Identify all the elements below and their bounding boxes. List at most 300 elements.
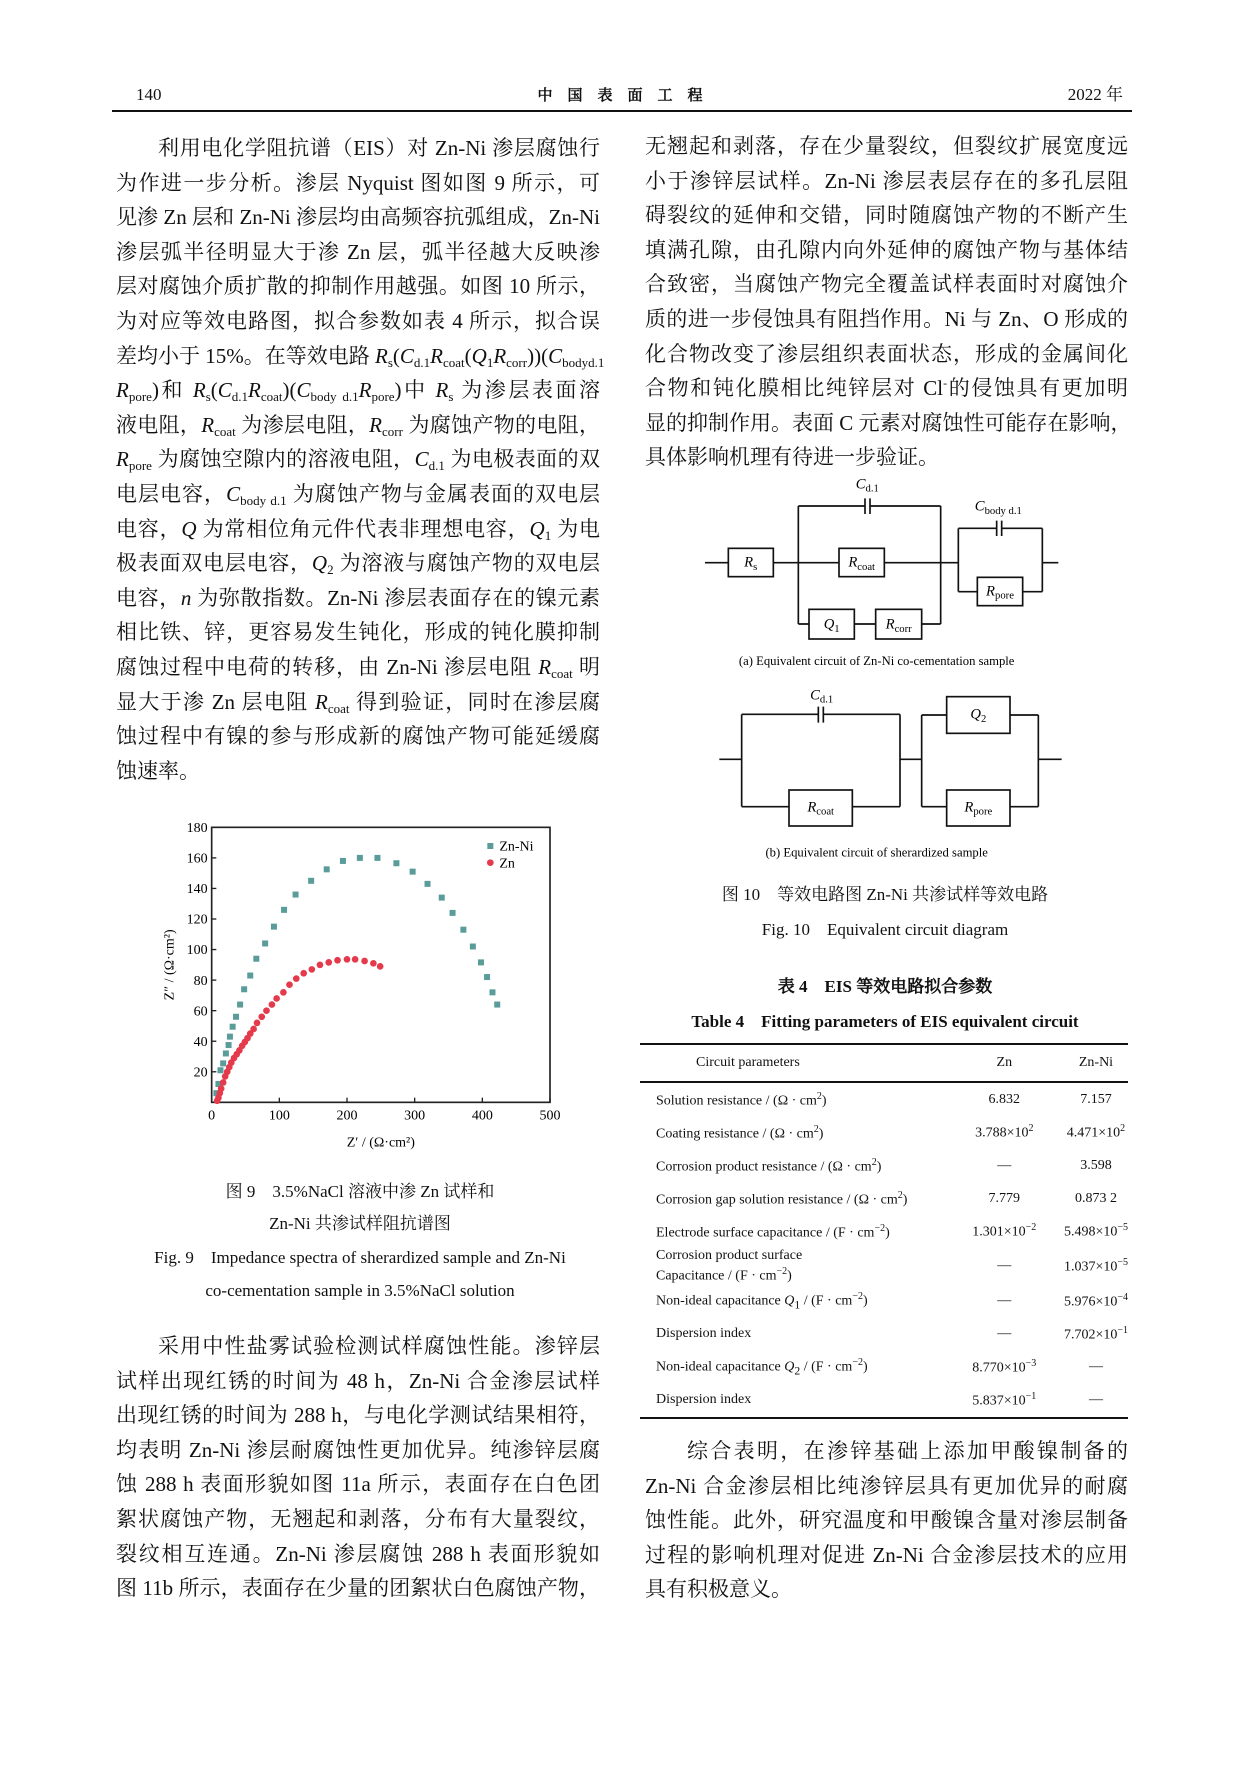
text-run: 利用电化学阻抗谱（EIS）对 Zn-Ni 渗层腐蚀行 — [158, 136, 600, 160]
subscript: 1 — [544, 527, 552, 543]
cell-parameter — [640, 1351, 945, 1384]
text-line — [645, 1504, 1128, 1539]
label-cbody: $C_{body d.1}$ — [974, 498, 1022, 517]
data-point-zn — [370, 960, 377, 967]
text-run: Solution resistance / (Ω · cm — [656, 1093, 817, 1109]
text-run: Zn-Ni 合金渗层相比纯渗锌层具有更加优异的耐腐 — [645, 1473, 1128, 1498]
data-point-zn — [325, 959, 332, 966]
cell-znni — [1064, 1351, 1128, 1384]
superscript: 2 — [1120, 1123, 1126, 1135]
text-run: 采用中性盐雾试验检测试样腐蚀性能。渗锌层 — [158, 1334, 600, 1358]
text-line — [645, 338, 1128, 373]
text-line — [116, 685, 600, 720]
text-run: — — [997, 1157, 1012, 1173]
cell-zn — [945, 1215, 1064, 1248]
data-point-zn-ni — [241, 986, 247, 992]
cell-parameter — [640, 1318, 945, 1351]
text-line — [116, 650, 600, 685]
text-line — [116, 1330, 600, 1365]
label-rcoat: $R_{coat}$ — [848, 554, 876, 573]
text-run: 8.770×10 — [972, 1360, 1026, 1376]
data-point-zn — [220, 1079, 227, 1086]
data-point-zn — [293, 975, 300, 982]
text-run: 1.037×10 — [1063, 1259, 1118, 1275]
cell-zn — [945, 1318, 1064, 1351]
table4-title-en: Table 4 Fitting parameters of EIS equivalent circuit — [691, 1012, 1079, 1031]
superscript: 2 — [871, 1157, 877, 1169]
text-line — [645, 1470, 1128, 1505]
symbol: Q — [784, 1293, 795, 1309]
data-point-zn-ni — [271, 924, 277, 930]
text-line — [116, 1572, 600, 1607]
table-row — [640, 1182, 1128, 1215]
superscript: −2 — [852, 1290, 863, 1302]
cell-zn — [945, 1082, 1064, 1116]
cell-zn — [945, 1285, 1064, 1318]
symbol: C — [548, 343, 563, 368]
data-point-zn — [269, 1001, 276, 1008]
cell-zn — [945, 1248, 1064, 1285]
text-line — [645, 165, 1128, 200]
text-run: Corrosion product surface — [656, 1248, 803, 1263]
data-point-zn-ni — [237, 1002, 243, 1008]
symbol: C — [414, 447, 429, 472]
data-point-zn — [317, 962, 324, 969]
symbol: R — [369, 412, 382, 437]
text-line — [116, 131, 600, 166]
table-row — [640, 1351, 1128, 1384]
column-header-zn: Zn — [945, 1044, 1064, 1082]
paragraph-salt-spray — [116, 1330, 600, 1607]
legend-marker — [487, 843, 493, 849]
text-line — [116, 719, 600, 754]
subscript: pore — [371, 389, 395, 405]
superscript: 2 — [897, 1190, 903, 1202]
cell-znni — [1064, 1215, 1128, 1248]
text-run: Electrode surface capacitance / (F · cm — [656, 1225, 875, 1241]
table-row — [640, 1318, 1128, 1351]
symbol: C — [399, 343, 414, 368]
fig10-caption-en: Fig. 10 Equivalent circuit diagram — [761, 920, 1009, 939]
subscript: s — [448, 389, 454, 405]
symbol: R — [315, 689, 328, 714]
subscript: pore — [128, 389, 152, 405]
nyquist-chart — [150, 800, 580, 1160]
symbol: C — [226, 481, 241, 506]
data-point-zn — [280, 989, 287, 996]
text-run: 图 11b 所示，表面存在少量的团絮状白色腐蚀产物， — [116, 1576, 600, 1601]
symbol: R — [430, 343, 443, 368]
superscript: 2 — [1028, 1123, 1034, 1135]
text-run: 为作进一步分析。渗层 Nyquist 图如图 9 所示，可 — [116, 170, 600, 195]
text-run: 7.157 — [1080, 1091, 1112, 1107]
y-tick-label: 80 — [193, 973, 208, 989]
data-point-zn-ni — [247, 973, 253, 979]
text-run: ( — [210, 378, 218, 403]
subscript: 2 — [327, 562, 334, 578]
circuit-b-wires — [719, 697, 1061, 826]
superscript: −1 — [1025, 1390, 1037, 1402]
text-run: — — [997, 1326, 1012, 1342]
label-rpore: $R_{pore}$ — [986, 583, 1014, 602]
data-point-zn-ni — [410, 869, 416, 875]
text-run: 小于渗锌层试样。Zn-Ni 渗层表层存在的多孔层阻 — [645, 168, 1128, 193]
x-tick-label: 500 — [539, 1108, 561, 1124]
data-point-zn-ni — [357, 855, 363, 861]
text-line — [116, 304, 600, 339]
symbol: Q — [311, 551, 328, 576]
text-line — [116, 477, 600, 512]
text-run: 相比铁、锌，更容易发生钝化，形成的钝化膜抑制 — [116, 620, 600, 645]
data-point-zn-ni — [494, 1002, 500, 1008]
text-line — [116, 512, 600, 547]
y-tick-label: 100 — [186, 943, 208, 959]
page-number: 140 — [136, 85, 162, 104]
circuit-b-caption: (b) Equivalent circuit of sherardized sample — [765, 845, 988, 860]
text-run: 均表明 Zn-Ni 渗层耐腐蚀性更加优异。纯渗锌层腐 — [116, 1437, 600, 1462]
text-run: ) — [821, 1093, 827, 1109]
text-run: )和 — [151, 378, 193, 403]
text-run: 差均小于 15%。在等效电路 — [116, 343, 375, 368]
data-point-zn-ni — [324, 866, 330, 872]
data-point-zn — [361, 958, 368, 965]
text-run: 6.832 — [988, 1091, 1021, 1107]
text-run: — — [1088, 1392, 1103, 1408]
subscript: coat — [551, 665, 573, 681]
text-run: 为腐蚀空隙内的溶液电阻， — [151, 447, 415, 472]
cell-znni — [1064, 1384, 1128, 1418]
x-axis-label: Z′ / (Ω·cm²) — [346, 1135, 415, 1151]
circuit-a-caption: (a) Equivalent circuit of Zn-Ni co-cementation sample — [738, 654, 1015, 668]
text-run: ) — [862, 1359, 868, 1375]
subscript: coat — [214, 423, 236, 439]
text-run: 明 — [572, 654, 600, 679]
text-line — [645, 199, 1128, 234]
text-line — [116, 1503, 600, 1538]
superscript: −2 — [1025, 1222, 1037, 1234]
superscript: −5 — [1117, 1222, 1128, 1234]
table-row — [640, 1248, 1128, 1285]
cell-zn — [945, 1149, 1064, 1182]
data-point-zn-ni — [293, 892, 299, 898]
superscript: - — [943, 376, 948, 391]
text-line — [645, 268, 1128, 303]
text-run: Dispersion index — [656, 1392, 752, 1408]
text-run: 合物和钝化膜相比纯锌层对 — [645, 376, 924, 401]
text-run: 化合物改变了渗层组织表面状态，形成的金属间化 — [645, 341, 1128, 366]
symbol: Q — [181, 516, 197, 541]
text-run: 蚀 288 h 表面形貌如图 11a 所示，表面存在白色团 — [116, 1472, 600, 1497]
year: 2022 年 — [1067, 85, 1123, 104]
text-run: — — [1088, 1359, 1103, 1375]
text-line — [116, 615, 600, 650]
subscript: s — [387, 354, 393, 370]
fig9-caption-en-1: Fig. 9 Impedance spectra of sherardized sample and Zn-Ni — [154, 1248, 566, 1267]
symbol: R — [248, 378, 261, 403]
subscript: d.1 — [428, 458, 445, 474]
cell-parameter — [640, 1116, 945, 1149]
text-line — [645, 303, 1128, 338]
text-run: ) — [818, 1126, 824, 1142]
text-run: Dispersion index — [656, 1326, 752, 1342]
text-line — [116, 442, 600, 477]
text-line — [116, 1468, 600, 1503]
y-tick-label: 20 — [193, 1065, 208, 1081]
text-run: 合致密，当腐蚀产物完全覆盖试样表面时对腐蚀介 — [645, 272, 1128, 297]
cell-parameter — [640, 1384, 945, 1418]
subscript: coat — [327, 700, 350, 716]
subscript: s — [205, 389, 211, 405]
text-run: 液电阻， — [116, 412, 202, 437]
data-point-zn-ni — [262, 940, 268, 946]
text-line — [645, 1573, 1128, 1608]
data-point-zn-ni — [450, 910, 456, 916]
text-run: Corrosion gap solution resistance / (Ω · cm — [656, 1192, 898, 1208]
y-tick-label: 40 — [193, 1034, 208, 1050]
text-run: 4.471×10 — [1066, 1125, 1121, 1141]
superscript: −2 — [874, 1223, 886, 1235]
data-point-zn-ni — [340, 858, 346, 864]
data-point-zn — [352, 956, 359, 963]
text-run: ( — [392, 343, 400, 368]
text-run: ) — [885, 1225, 890, 1241]
text-run: )( — [282, 378, 297, 403]
x-tick-label: 0 — [208, 1108, 216, 1124]
text-run: 为腐蚀产物与金属表面的双电层 — [286, 481, 601, 506]
fig9-caption-en-2: co-cementation sample in 3.5%NaCl solution — [205, 1281, 515, 1300]
text-run: ( — [464, 343, 472, 368]
text-run: 7.779 — [988, 1190, 1021, 1206]
text-line — [116, 166, 600, 201]
text-line — [116, 339, 605, 374]
text-run: Non-ideal capacitance — [656, 1359, 785, 1375]
header-rule — [112, 110, 1132, 112]
text-run: 具体影响机理有待进一步验证。 — [645, 445, 939, 470]
cell-parameter — [640, 1285, 945, 1318]
superscript: −1 — [1117, 1324, 1128, 1336]
text-run: 电容， — [116, 585, 181, 610]
symbol: Cl — [923, 376, 944, 401]
label-b-q2: $Q_2$ — [970, 706, 987, 725]
superscript: 2 — [816, 1091, 822, 1103]
text-run: 为弥散指数。Zn-Ni 渗层表面存在的镍元素 — [191, 585, 600, 610]
text-run: 质的进一步侵蚀具有阻挡作用。Ni 与 Zn、O 形成的 — [645, 306, 1128, 331]
data-point-zn-ni — [226, 1042, 232, 1048]
symbol: n — [180, 585, 192, 610]
text-run: 1.301×10 — [972, 1224, 1026, 1240]
label-b-rcoat: $R_{coat}$ — [807, 799, 835, 818]
symbol: R — [116, 447, 129, 472]
cell-znni — [1064, 1082, 1128, 1116]
superscript: −2 — [776, 1266, 788, 1277]
text-run: 7.702×10 — [1063, 1327, 1118, 1343]
data-point-zn — [218, 1085, 225, 1092]
fig9-caption-cn-1: 图 9 3.5%NaCl 溶液中渗 Zn 试样和 — [225, 1182, 495, 1201]
text-run: 蚀过程中有镍的参与形成新的腐蚀产物可能延缓腐 — [116, 724, 600, 749]
data-point-zn-ni — [281, 907, 287, 913]
cell-znni — [1064, 1285, 1128, 1318]
data-point-zn-ni — [217, 1067, 223, 1073]
symbol: Q — [529, 516, 545, 541]
data-point-zn — [286, 981, 293, 988]
label-rcorr: $R_{corr}$ — [885, 616, 912, 635]
data-point-zn — [273, 995, 280, 1002]
cell-znni — [1064, 1149, 1128, 1182]
x-tick-label: 400 — [471, 1108, 493, 1124]
data-point-zn-ni — [478, 959, 484, 965]
text-run: 极表面双电层电容， — [116, 551, 312, 576]
data-point-zn — [377, 963, 384, 970]
symbol: R — [538, 654, 552, 679]
data-point-zn-ni — [374, 855, 380, 861]
superscript: −3 — [1025, 1357, 1037, 1369]
cell-parameter — [640, 1248, 945, 1285]
text-run: 为渗层电阻， — [235, 412, 370, 437]
data-point-zn-ni — [439, 895, 445, 901]
text-run: 电层电容， — [116, 481, 227, 506]
text-run: )中 — [394, 378, 436, 403]
text-line — [116, 269, 600, 304]
symbol: C — [296, 378, 311, 403]
text-run: 具有积极意义。 — [645, 1577, 792, 1602]
table-header-row — [640, 1044, 1128, 1082]
cell-zn — [945, 1384, 1064, 1418]
text-line — [116, 1434, 600, 1469]
subscript: d.1 — [231, 389, 249, 405]
text-run: 3.788×10 — [975, 1125, 1029, 1141]
data-point-zn-ni — [489, 989, 495, 995]
label-b-cd1: $C_{d.1}$ — [810, 687, 834, 706]
text-run: 为渗层表面溶 — [453, 378, 601, 403]
subscript: 1 — [794, 1298, 801, 1312]
data-point-zn-ni — [470, 944, 476, 950]
symbol: Q — [784, 1359, 795, 1375]
fig9-caption-cn-2: Zn-Ni 共渗试样阻抗谱图 — [269, 1214, 451, 1233]
text-run: 为电极表面的双 — [444, 447, 601, 472]
text-run: ) — [787, 1268, 792, 1284]
text-line — [116, 754, 600, 789]
superscript: 2 — [813, 1124, 819, 1136]
subscript: d.1 — [413, 354, 431, 370]
symbol: R — [116, 378, 129, 403]
text-run: 综合表明，在渗锌基础上添加甲酸镍制备的 — [687, 1439, 1128, 1463]
subscript: 2 — [794, 1364, 801, 1378]
text-line — [116, 235, 600, 270]
subscript: pore — [128, 458, 152, 474]
table-row — [640, 1149, 1128, 1182]
cell-zn — [945, 1351, 1064, 1384]
symbol: R — [493, 343, 507, 368]
text-line — [645, 234, 1128, 269]
cell-parameter — [640, 1182, 945, 1215]
text-line — [645, 130, 1128, 165]
data-point-zn — [258, 1013, 265, 1020]
text-line — [645, 372, 1128, 407]
text-run: 显大于渗 Zn 层电阻 — [116, 689, 316, 714]
data-point-zn — [344, 956, 351, 963]
cell-parameter — [640, 1215, 945, 1248]
cell-parameter — [640, 1149, 945, 1182]
subscript: coat — [442, 354, 465, 370]
text-run: 试样出现红锈的时间为 48 h，Zn-Ni 合金渗层试样 — [116, 1368, 600, 1393]
table-row — [640, 1215, 1128, 1248]
text-line — [116, 1399, 600, 1434]
label-rs: $R_s$ — [744, 554, 758, 573]
data-point-zn-ni — [393, 860, 399, 866]
data-point-zn — [334, 957, 341, 964]
y-tick-label: 140 — [186, 882, 208, 898]
text-run: 5.976×10 — [1063, 1294, 1118, 1310]
text-run: 蚀速率。 — [116, 758, 200, 783]
text-run: 为溶液与腐蚀产物的双电层 — [333, 551, 600, 576]
symbol: R — [375, 343, 388, 368]
text-run: — — [997, 1293, 1012, 1309]
cell-znni — [1064, 1116, 1128, 1149]
symbol: R — [358, 378, 372, 403]
text-run: 得到验证，同时在渗层腐 — [349, 689, 601, 714]
text-run: 5.498×10 — [1063, 1224, 1118, 1240]
table-row — [640, 1285, 1128, 1318]
data-point-zn-ni — [220, 1060, 226, 1066]
fig10-caption-cn: 图 10 等效电路图 Zn-Ni 共渗试样等效电路 — [721, 885, 1049, 904]
data-point-zn-ni — [484, 974, 490, 980]
column-header-znni: Zn-Ni — [1064, 1044, 1128, 1082]
text-run: 蚀性能。此外，研究温度和甲酸镍含量对渗层制备 — [645, 1508, 1128, 1533]
subscript: corr — [382, 423, 403, 439]
y-tick-label: 160 — [186, 851, 208, 867]
subscript: coat — [260, 389, 283, 405]
text-run: / (F · cm — [800, 1359, 853, 1375]
text-line — [645, 407, 1132, 442]
table-row — [640, 1082, 1128, 1116]
superscript: −2 — [852, 1356, 863, 1368]
y-tick-label: 120 — [186, 912, 208, 928]
text-run: 为对应等效电路图，拟合参数如表 4 所示，拟合误 — [116, 308, 600, 333]
label-q1: $Q_1$ — [823, 616, 840, 635]
text-line — [116, 1365, 600, 1400]
paragraph-eis-analysis — [116, 131, 605, 788]
symbol: R — [201, 412, 215, 437]
label-cd1: $C_{d.1}$ — [855, 476, 879, 495]
y-tick-label: 180 — [186, 821, 208, 836]
superscript: −4 — [1117, 1291, 1128, 1303]
text-run: / (F · cm — [800, 1293, 853, 1309]
text-run: 絮状腐蚀产物，无翘起和剥落，分布有大量裂纹， — [116, 1506, 600, 1531]
text-run: 为电 — [551, 516, 601, 541]
journal-title: 中 国 表 面 工 程 — [537, 86, 703, 104]
text-run: 为常相位角元件代表非理想电容， — [196, 516, 530, 541]
text-run: ))( — [527, 343, 549, 368]
text-run: Non-ideal capacitance — [656, 1293, 785, 1309]
text-run: ) — [876, 1159, 882, 1175]
text-run: Corrosion product resistance / (Ω · cm — [656, 1159, 872, 1175]
data-point-zn-ni — [230, 1024, 236, 1030]
text-run: 层对腐蚀介质扩散的抑制作用越强。如图 10 所示， — [116, 274, 600, 299]
text-run: 过程的影响机理对促进 Zn-Ni 合金渗层技术的应用 — [645, 1542, 1128, 1567]
cell-znni — [1064, 1248, 1128, 1285]
data-point-zn-ni — [233, 1014, 239, 1020]
data-point-zn-ni — [223, 1050, 229, 1056]
subscript: corr — [506, 354, 528, 370]
text-run: 显的抑制作用。表面 C 元素对腐蚀性可能存在影响， — [645, 410, 1132, 435]
text-run: 5.837×10 — [972, 1393, 1026, 1409]
data-point-zn-ni — [227, 1034, 233, 1040]
legend-marker — [487, 859, 494, 866]
subscript: body d.1 — [310, 389, 359, 405]
subscript: 1 — [486, 354, 494, 370]
table4-title-cn: 表 4 EIS 等效电路拟合参数 — [777, 977, 993, 996]
text-run: — — [997, 1258, 1012, 1274]
